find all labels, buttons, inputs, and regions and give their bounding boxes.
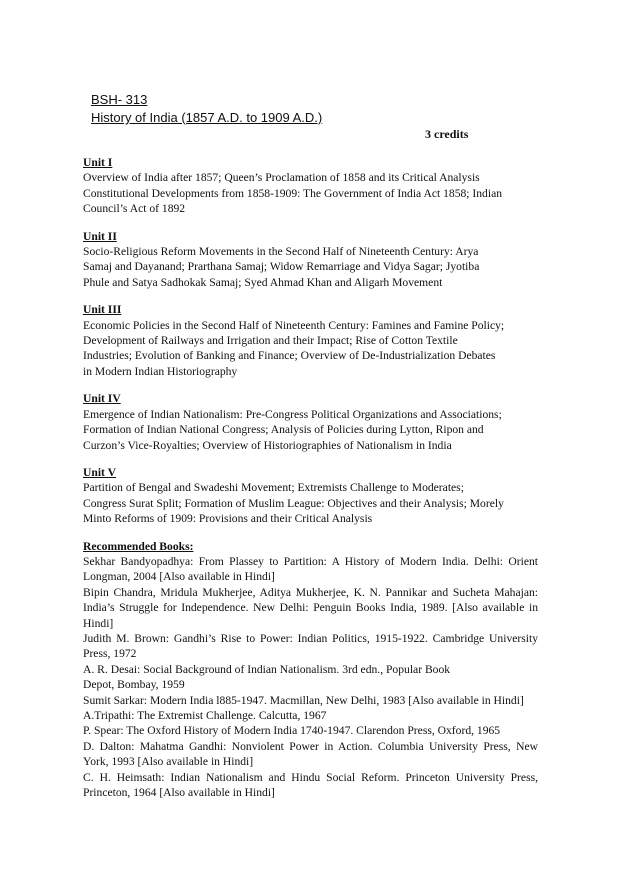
- unit-4: [83, 391, 538, 453]
- book-entry: C. H. Heimsath: Indian Nationalism and Hindu Social Reform. Princeton University Press, Princeton, 1964 [Also available in Hindi]: [83, 770, 538, 800]
- unit-heading: Unit IV: [83, 392, 121, 406]
- recommended-heading: Recommended Books:: [83, 539, 194, 553]
- book-entry: Sumit Sarkar: Modern India l885-1947. Macmillan, New Delhi, 1983 [Also available in Hindi]: [83, 693, 524, 707]
- unit-text-line: Emergence of Indian Nationalism: Pre-Congress Political Organizations and Associations;: [83, 407, 502, 421]
- syllabus-content: [83, 155, 538, 800]
- unit-text-line: Minto Reforms of 1909: Provisions and their Critical Analysis: [83, 512, 373, 526]
- unit-text-line: Curzon’s Vice-Royalties; Overview of Historiographies of Nationalism in India: [83, 438, 452, 452]
- unit-5: [83, 465, 538, 527]
- unit-heading: Unit III: [83, 303, 122, 317]
- unit-text-line: Phule and Satya Sadhokak Samaj; Syed Ahmad Khan and Aligarh Movement: [83, 275, 443, 289]
- book-entry: A. R. Desai: Social Background of Indian Nationalism. 3rd edn., Popular Book: [83, 662, 451, 676]
- book-entry: A.Tripathi: The Extremist Challenge. Calcutta, 1967: [83, 709, 327, 722]
- unit-text-line: Constitutional Developments from 1858-1909: The Government of India Act 1858; Indian: [83, 186, 503, 200]
- unit-text-line: Economic Policies in the Second Half of Nineteenth Century: Famines and Famine Policy;: [83, 318, 505, 332]
- book-entry: Sekhar Bandyopadhya: From Plassey to Partition: A History of Modern India. Delhi: Orient Longman, 2004 [Also available in Hindi]: [83, 554, 538, 584]
- unit-text-line: Overview of India after 1857; Queen’s Proclamation of 1858 and its Critical Analysis: [83, 171, 480, 185]
- unit-text-line: Industries; Evolution of Banking and Finance; Overview of De-Industrialization Debates: [83, 349, 496, 363]
- credits-label: 3 credits: [425, 127, 469, 141]
- unit-text-line: Council’s Act of 1892: [83, 202, 186, 216]
- course-code: BSH- 313: [91, 92, 148, 107]
- unit-3: [83, 302, 538, 379]
- unit-2: [83, 229, 538, 291]
- unit-1: [83, 155, 538, 217]
- book-entry: Bipin Chandra, Mridula Mukherjee, Aditya Mukherjee, K. N. Pannikar and Sucheta Mahajan: India’s Struggle for Independence. New Delhi: Penguin Books India, 1989. [Also available in Hindi]: [83, 585, 538, 630]
- unit-text-line: Formation of Indian National Congress; Analysis of Policies during Lytton, Ripon and: [83, 423, 484, 437]
- unit-text-line: Development of Railways and Irrigation and their Impact; Rise of Cotton Textile: [83, 334, 458, 348]
- recommended-books: [83, 539, 538, 801]
- unit-heading: Unit II: [83, 229, 117, 243]
- book-entry: Judith M. Brown: Gandhi’s Rise to Power: Indian Politics, 1915-1922. Cambridge University Press, 1972: [83, 631, 538, 661]
- unit-text-line: Partition of Bengal and Swadeshi Movement; Extremists Challenge to Moderates;: [83, 481, 464, 495]
- book-entry: Depot, Bombay, 1959: [83, 678, 185, 692]
- book-entry: D. Dalton: Mahatma Gandhi: Nonviolent Power in Action. Columbia University Press, New York, 1993 [Also available in Hindi]: [83, 739, 538, 769]
- unit-heading: Unit V: [83, 465, 116, 479]
- book-entry: P. Spear: The Oxford History of Modern India 1740-1947. Clarendon Press, Oxford, 1965: [83, 724, 501, 738]
- unit-text-line: in Modern Indian Historiography: [83, 364, 238, 378]
- course-title: History of India (1857 A.D. to 1909 A.D.): [91, 110, 323, 125]
- unit-text-line: Samaj and Dayanand; Prarthana Samaj; Widow Remarriage and Vidya Sagar; Jyotiba: [83, 260, 480, 274]
- unit-text-line: Socio-Religious Reform Movements in the Second Half of Nineteenth Century: Arya: [83, 245, 479, 259]
- unit-text-line: Congress Surat Split; Formation of Muslim League: Objectives and their Analysis; Morely: [83, 496, 504, 510]
- unit-heading: Unit I: [83, 156, 113, 169]
